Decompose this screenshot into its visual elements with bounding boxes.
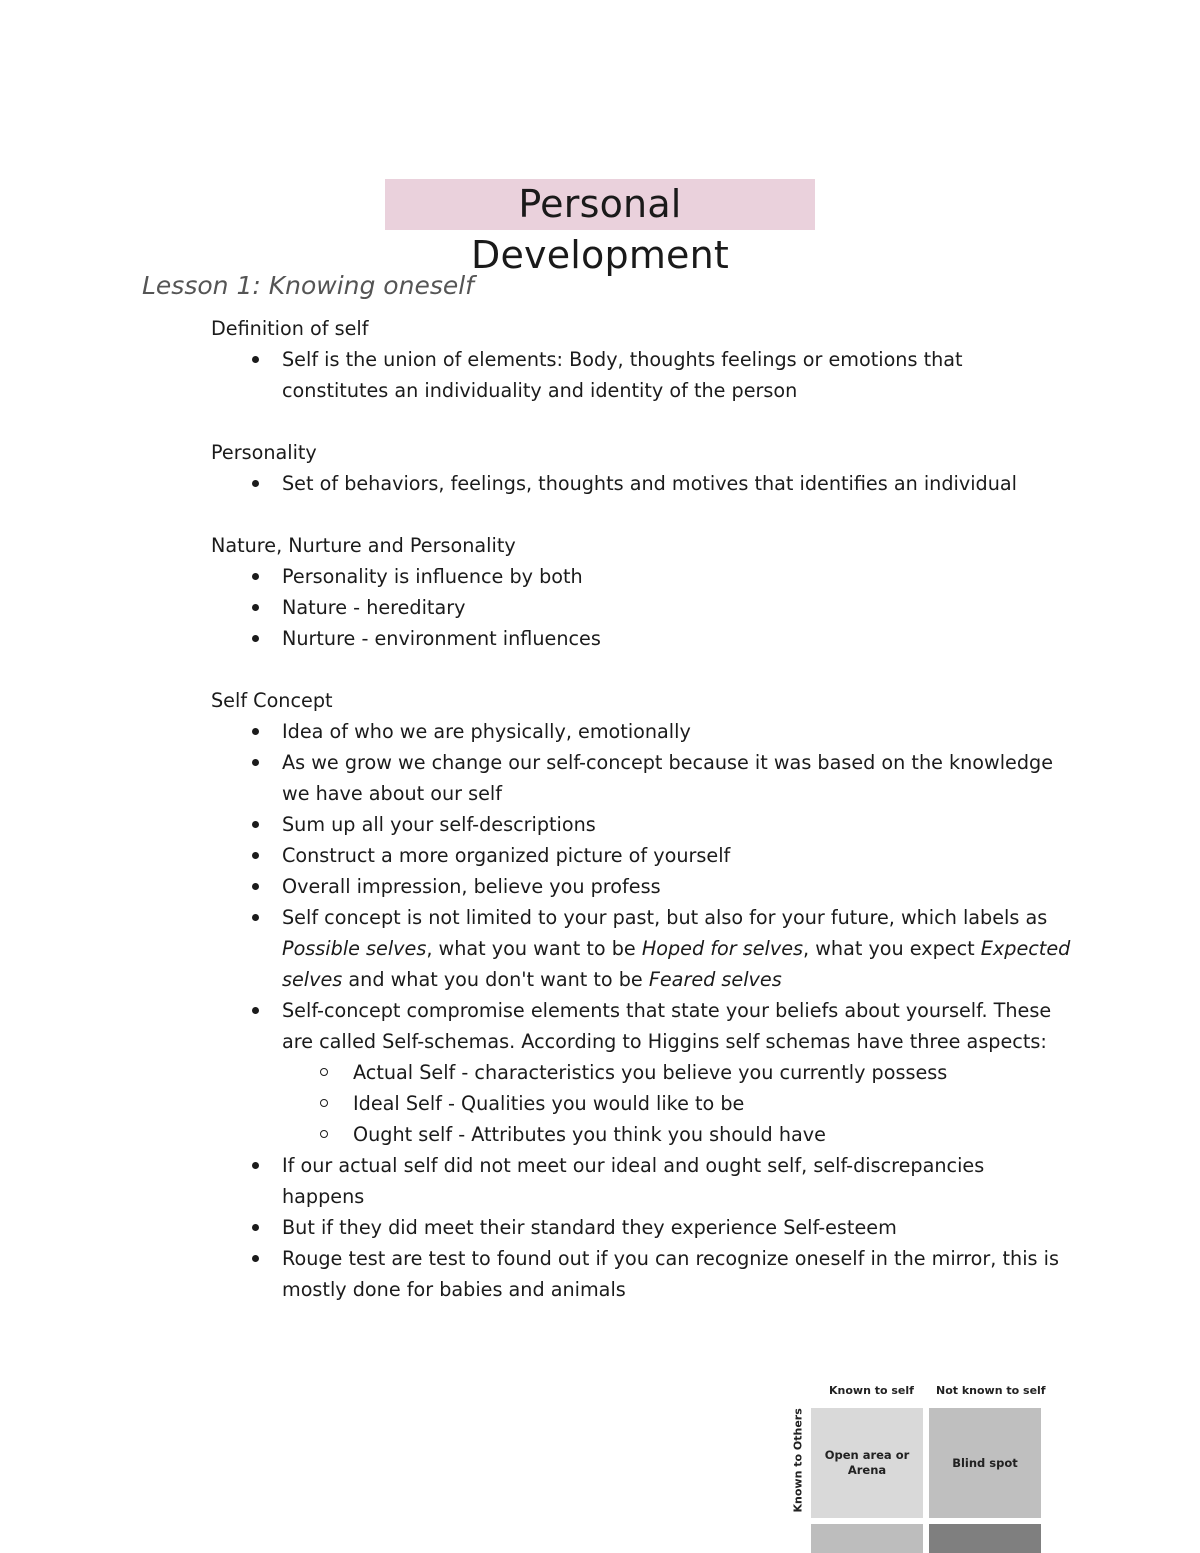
lesson-title: Lesson 1: Knowing oneself — [142, 271, 474, 300]
unknown-area-cell — [929, 1524, 1041, 1553]
text-run: and what you don't want to be — [342, 968, 649, 991]
open-area-cell: Open area or Arena — [811, 1408, 923, 1518]
row-label-known-to-others: Known to Others — [791, 1408, 805, 1513]
blind-spot-cell: Blind spot — [929, 1408, 1041, 1518]
list-item: If our actual self did not meet our ideal and ought self, self-discrepancies happens — [211, 1150, 1071, 1212]
list-item: As we grow we change our self-concept because it was based on the knowledge we have about our self — [211, 747, 1071, 809]
list-item: Overall impression, believe you profess — [211, 871, 1071, 902]
text-run: , what you expect — [803, 937, 981, 960]
list-item-possible-selves — [211, 902, 1071, 995]
page-title: Personal Development — [385, 179, 815, 230]
list-item: But if they did meet their standard they experience Self-esteem — [211, 1212, 1071, 1243]
johari-window — [785, 1378, 1055, 1553]
section-definition — [211, 313, 1071, 406]
list-item: Sum up all your self-descriptions — [211, 809, 1071, 840]
list-item: Set of behaviors, feelings, thoughts and motives that identifies an individual — [211, 468, 1071, 499]
sub-list-item: Ideal Self - Qualities you would like to be — [282, 1088, 1071, 1119]
list-item: Idea of who we are physically, emotionally — [211, 716, 1071, 747]
section-heading: Personality — [211, 441, 317, 464]
list-item: Nurture - environment influences — [211, 623, 1071, 654]
column-label-known: Known to self — [829, 1384, 914, 1397]
section-personality — [211, 437, 1071, 499]
sub-list-item: Actual Self - characteristics you believe you currently possess — [282, 1057, 1071, 1088]
bullet-list — [211, 468, 1071, 499]
list-item: Construct a more organized picture of yourself — [211, 840, 1071, 871]
text-run: Self concept is not limited to your past, but also for your future, which labels as — [282, 906, 1048, 929]
list-item-self-schemas — [211, 995, 1071, 1150]
section-self-concept — [211, 685, 1071, 1305]
document-body — [211, 313, 1071, 1336]
bullet-list — [211, 344, 1071, 406]
section-heading: Nature, Nurture and Personality — [211, 534, 516, 557]
emphasis-hoped-selves: Hoped for selves — [641, 937, 804, 960]
section-heading: Self Concept — [211, 689, 333, 712]
list-item: Nature - hereditary — [211, 592, 1071, 623]
bullet-list — [211, 561, 1071, 654]
list-item: Personality is influence by both — [211, 561, 1071, 592]
emphasis-feared-selves: Feared selves — [648, 968, 782, 991]
hidden-area-cell — [811, 1524, 923, 1553]
sub-list-item: Ought self - Attributes you think you should have — [282, 1119, 1071, 1150]
bullet-list — [211, 716, 1071, 1305]
text-run: Self-concept compromise elements that state your beliefs about yourself. These are called Self-schemas. According to Higgins self schemas have three aspects: — [282, 999, 1052, 1053]
section-heading: Definition of self — [211, 317, 369, 340]
emphasis-expected-selves: Expected selves — [282, 937, 1071, 991]
column-label-not-known: Not known to self — [936, 1384, 1046, 1397]
list-item: Rouge test are test to found out if you can recognize oneself in the mirror, this is mostly done for babies and animals — [211, 1243, 1071, 1305]
section-nature-nurture — [211, 530, 1071, 654]
text-run: , what you want to be — [426, 937, 642, 960]
sub-list — [282, 1057, 1071, 1150]
list-item: Self is the union of elements: Body, thoughts feelings or emotions that constitutes an individuality and identity of the person — [211, 344, 1071, 406]
emphasis-possible-selves: Possible selves — [282, 937, 427, 960]
